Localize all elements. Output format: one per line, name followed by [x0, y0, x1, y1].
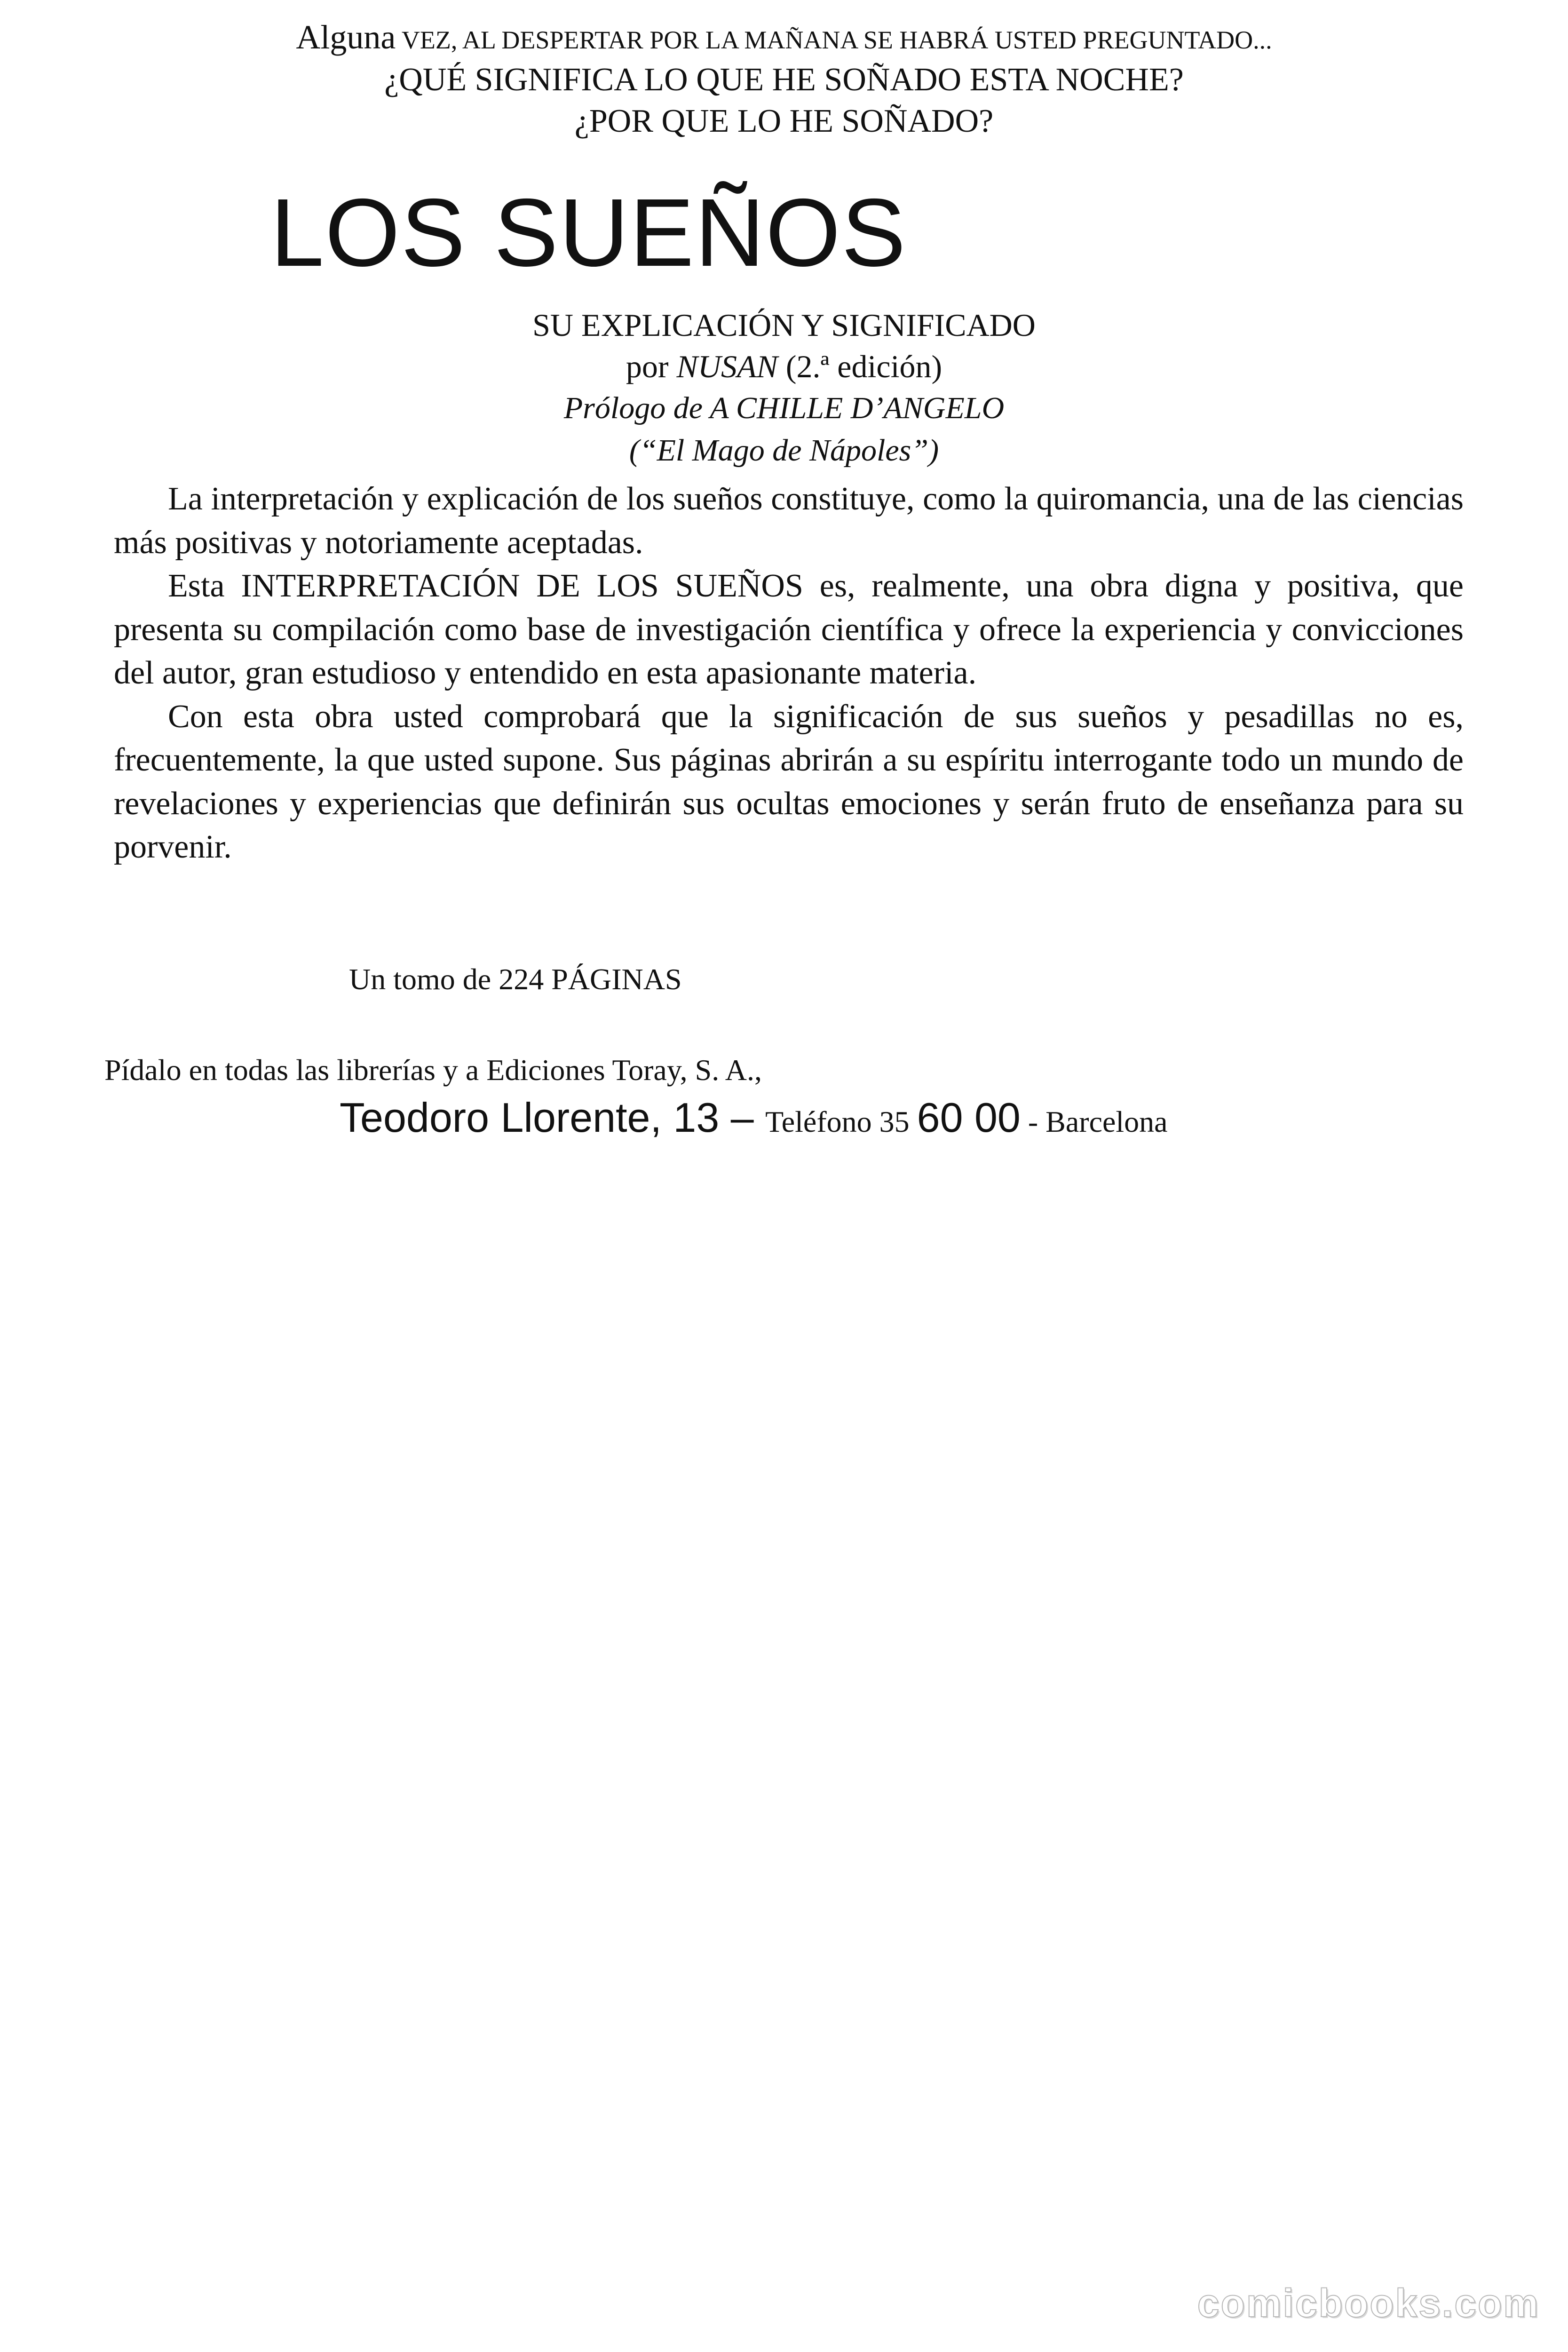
paragraph-2: Esta INTERPRETACIÓN DE LOS SUEÑOS es, realmente, una obra digna y positiva, que presenta su compilación como base de investigación científica y ofrece la experiencia y convicciones del autor, gran estudioso y entendido en esta apasionante materia. — [114, 568, 1464, 691]
prologue-line: Prólogo de A CHILLE D’ANGELO — [563, 391, 1005, 425]
subtitle-explanation: SU EXPLICACIÓN Y SIGNIFICADO — [532, 307, 1036, 343]
paragraph-3: Con esta obra usted comprobará que la significación de sus sueños y pesadillas no es, frecuentemente, la que usted supone. Sus páginas abrirán a su espíritu interrogante todo un mundo de revelaciones y experiencias que definirán sus ocultas emociones y serán fruto de enseñanza para su porvenir. — [114, 698, 1464, 865]
intro-line — [0, 18, 1568, 57]
prologue-alias: (“El Mago de Nápoles”) — [629, 433, 939, 468]
address-line — [340, 1094, 1168, 1142]
intro-question-1: ¿QUÉ SIGNIFICA LO QUE HE SOÑADO ESTA NOCHE? — [384, 62, 1184, 98]
street-address: Teodoro Llorente, 13 – — [340, 1094, 766, 1141]
author-line — [0, 348, 1568, 385]
author-name: NUSAN — [676, 349, 778, 384]
order-line: Pídalo en todas las librerías y a Ediciones Toray, S. A., — [104, 1053, 762, 1087]
page-count: Un tomo de 224 PÁGINAS — [349, 962, 682, 996]
intro-question-2: ¿POR QUE LO HE SOÑADO? — [574, 103, 994, 139]
author-by: por — [626, 349, 677, 384]
phone-number: 60 00 — [917, 1094, 1021, 1141]
paragraph-1: La interpretación y explicación de los sueños constituye, como la quiromancia, una de las ciencias más positivas y notoriamente aceptadas. — [114, 481, 1464, 561]
watermark-logo: comicbooks.com — [1197, 2281, 1540, 2325]
description-body — [114, 477, 1464, 869]
book-title: LOS SUEÑOS — [270, 179, 907, 286]
city-name: - Barcelona — [1020, 1105, 1168, 1138]
edition-label: (2.ª edición) — [777, 349, 942, 384]
intro-lead-word: Alguna — [296, 18, 396, 56]
intro-rest: VEZ, AL DESPERTAR POR LA MAÑANA SE HABRÁ USTED PREGUNTADO... — [396, 26, 1272, 54]
phone-label: Teléfono 35 — [765, 1105, 917, 1138]
